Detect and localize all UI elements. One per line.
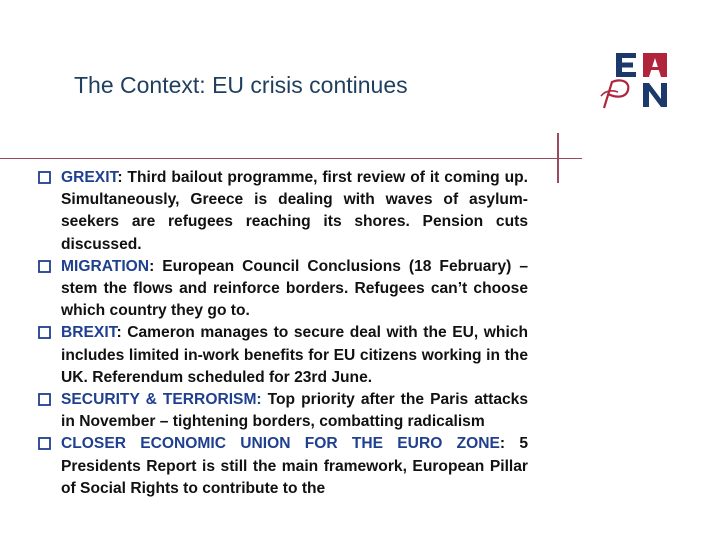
bullet-text: Top priority after the Paris attacks in November – tightening borders, combatting radicalism: [61, 391, 529, 431]
bullet-keyword: BREXIT: [61, 324, 117, 342]
bullet-keyword: MIGRATION: [61, 257, 150, 275]
eapn-logo: [598, 50, 678, 112]
bullet-item: [38, 322, 528, 389]
bullet-keyword: GREXIT: [61, 169, 118, 186]
checkbox-bullet-icon: [38, 260, 51, 273]
header-divider: [0, 158, 582, 159]
bullet-item: [38, 389, 528, 433]
checkbox-bullet-icon: [38, 171, 51, 184]
bullet-text: : Cameron manages to secure deal with the EU, which includes limited in-work benefits for EU citizens working in the UK. Referendum scheduled for 23rd June.: [61, 324, 528, 386]
bullet-text: : European Council Conclusions (18 February) – stem the flows and reinforce borders. Refugees can’t choose which country they go to.: [61, 257, 528, 320]
checkbox-bullet-icon: [38, 326, 51, 339]
bullet-item: [38, 256, 528, 323]
checkbox-bullet-icon: [38, 437, 51, 450]
bullet-keyword: SECURITY & TERRORISM:: [61, 391, 262, 409]
header-divider-vertical: [557, 133, 559, 183]
bullet-text: : Third bailout programme, first review of it coming up. Simultaneously, Greece is dealing with waves of asylum-seekers are refugees reaching its shores. Pension cuts discussed.: [61, 169, 528, 253]
bullet-item: [38, 433, 528, 500]
bullet-keyword: CLOSER ECONOMIC UNION FOR THE EURO ZONE: [61, 435, 500, 453]
bullet-list: [38, 167, 528, 500]
slide-title: The Context: EU crisis continues: [74, 72, 408, 98]
bullet-text: : 5 Presidents Report is still the main framework, European Pillar of Social Rights to contribute to the: [61, 435, 528, 497]
bullet-item: [38, 167, 528, 256]
checkbox-bullet-icon: [38, 393, 51, 406]
